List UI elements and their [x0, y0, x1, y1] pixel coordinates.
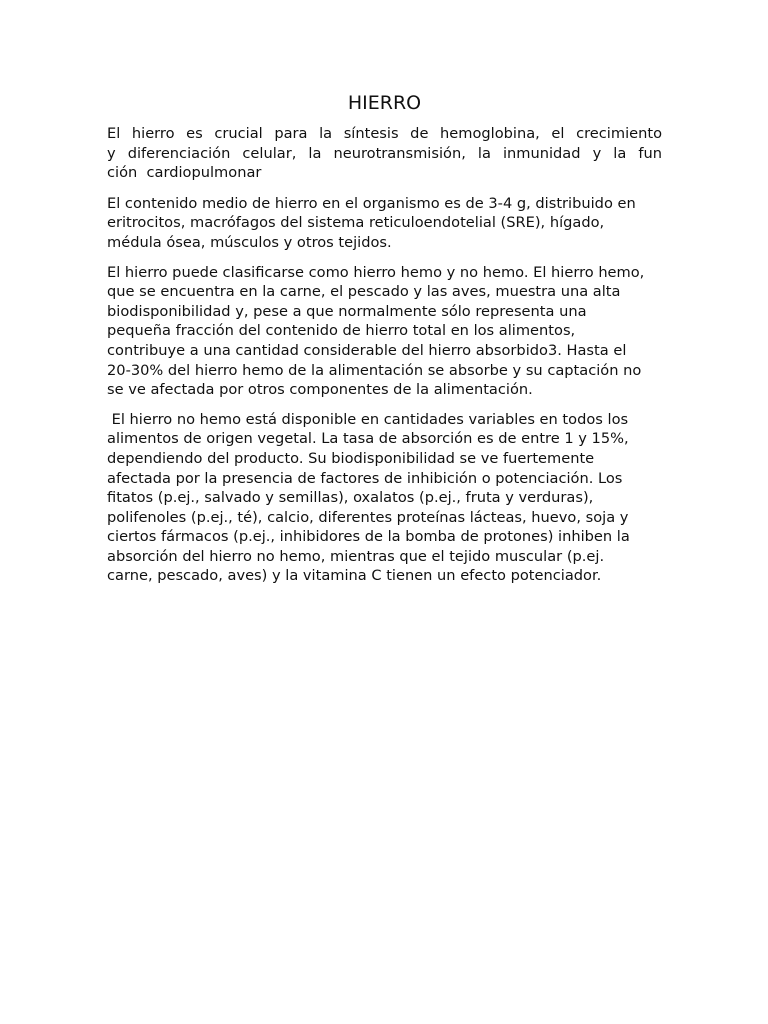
text-line: El hierro no hemo está disponible en cantidades variables en todos los — [107, 410, 629, 428]
text-line: polifenoles (p.ej., té), calcio, diferentes proteínas lácteas, huevo, soja y — [107, 508, 629, 526]
text-line: El hierro puede clasificarse como hierro hemo y no hemo. El hierro hemo, — [107, 263, 645, 281]
paragraph-no-hemo — [107, 410, 662, 586]
text-line: y diferenciación celular, la neurotransmisión, la inmunidad y la fun — [107, 144, 662, 162]
text-line: alimentos de origen vegetal. La tasa de absorción es de entre 1 y 15%, — [107, 430, 629, 448]
text-line: ción cardiopulmonar — [107, 164, 262, 182]
text-line: El contenido medio de hierro en el organismo es de 3-4 g, distribuido en — [107, 194, 636, 212]
text-line: dependiendo del producto. Su biodisponibilidad se ve fuertemente — [107, 449, 595, 467]
text-line: carne, pescado, aves) y la vitamina C tienen un efecto potenciador. — [107, 567, 602, 585]
text-line: médula ósea, músculos y otros tejidos. — [107, 233, 392, 251]
paragraph-content — [107, 194, 662, 253]
paragraph-intro — [107, 124, 662, 183]
paragraph-hemo — [107, 263, 662, 400]
text-line: 20-30% del hierro hemo de la alimentación se absorbe y su captación no — [107, 361, 642, 379]
text-line: pequeña fracción del contenido de hierro total en los alimentos, — [107, 322, 576, 340]
text-line: afectada por la presencia de factores de inhibición o potenciación. Los — [107, 469, 623, 487]
text-line: contribuye a una cantidad considerable del hierro absorbido3. Hasta el — [107, 341, 627, 359]
text-line: se ve afectada por otros componentes de la alimentación. — [107, 381, 533, 399]
document-title: HIERRO — [347, 92, 422, 114]
text-line: El hierro es crucial para la síntesis de hemoglobina, el crecimiento — [107, 125, 662, 142]
text-line: eritrocitos, macrófagos del sistema reticuloendotelial (SRE), hígado, — [107, 214, 605, 232]
text-line: fitatos (p.ej., salvado y semillas), oxalatos (p.ej., fruta y verduras), — [107, 489, 594, 507]
text-line: absorción del hierro no hemo, mientras que el tejido muscular (p.ej. — [107, 547, 605, 565]
document-page — [107, 90, 662, 596]
text-line: que se encuentra en la carne, el pescado y las aves, muestra una alta — [107, 283, 621, 301]
text-line: biodisponibilidad y, pese a que normalmente sólo representa una — [107, 302, 587, 320]
text-line: ciertos fármacos (p.ej., inhibidores de la bomba de protones) inhiben la — [107, 528, 630, 546]
